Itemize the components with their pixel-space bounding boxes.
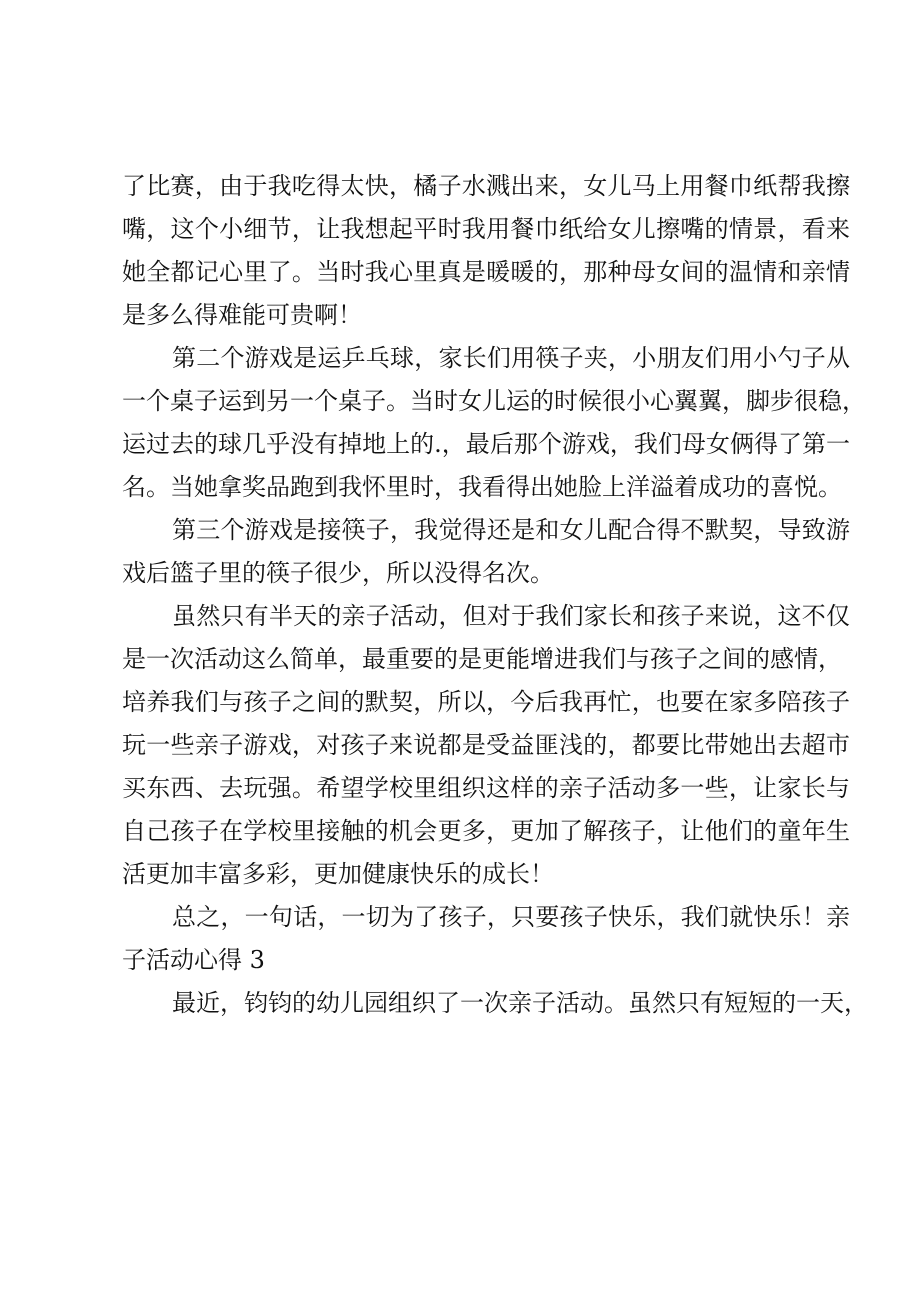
text-line: 是一次活动这么简单，最重要的是更能增进我们与孩子之间的感情， bbox=[122, 645, 842, 673]
text-line: 最近，钧钧的幼儿园组织了一次亲子活动。虽然只有短短的一天， bbox=[172, 989, 868, 1017]
text-line: 戏后篮子里的筷子很少，所以没得名次。 bbox=[122, 559, 554, 587]
text-line: 子活动心得 3 bbox=[122, 946, 265, 974]
text-line: 虽然只有半天的亲子活动，但对于我们家长和孩子来说，这不仅 bbox=[172, 602, 850, 630]
text-line: 玩一些亲子游戏，对孩子来说都是受益匪浅的，都要比带她出去超市 bbox=[122, 731, 850, 759]
text-line: 买东西、去玩强。希望学校里组织这样的亲子活动多一些，让家长与 bbox=[122, 774, 850, 802]
text-line: 运过去的球几乎没有掉地上的.，最后那个游戏，我们母女俩得了第一 bbox=[122, 430, 850, 458]
text-line: 总之，一句话，一切为了孩子，只要孩子快乐，我们就快乐！亲 bbox=[172, 903, 850, 931]
text-line: 活更加丰富多彩，更加健康快乐的成长！ bbox=[122, 860, 554, 888]
text-line: 第三个游戏是接筷子，我觉得还是和女儿配合得不默契，导致游 bbox=[172, 516, 850, 544]
text-line: 是多么得难能可贵啊！ bbox=[122, 301, 362, 329]
text-line: 培养我们与孩子之间的默契，所以，今后我再忙，也要在家多陪孩子 bbox=[122, 688, 850, 716]
text-line: 嘴，这个小细节，让我想起平时我用餐巾纸给女儿擦嘴的情景，看来 bbox=[122, 215, 850, 243]
text-line: 名。当她拿奖品跑到我怀里时，我看得出她脸上洋溢着成功的喜悦。 bbox=[122, 473, 842, 501]
text-line: 了比赛，由于我吃得太快，橘子水溅出来，女儿马上用餐巾纸帮我擦 bbox=[122, 172, 850, 200]
text-line: 一个桌子运到另一个桌子。当时女儿运的时候很小心翼翼，脚步很稳， bbox=[122, 387, 866, 415]
text-line: 自己孩子在学校里接触的机会更多，更加了解孩子，让他们的童年生 bbox=[122, 817, 850, 845]
text-line: 第二个游戏是运乒乓球，家长们用筷子夹，小朋友们用小勺子从 bbox=[172, 344, 850, 372]
text-line: 她全都记心里了。当时我心里真是暖暖的，那种母女间的温情和亲情 bbox=[122, 258, 850, 286]
